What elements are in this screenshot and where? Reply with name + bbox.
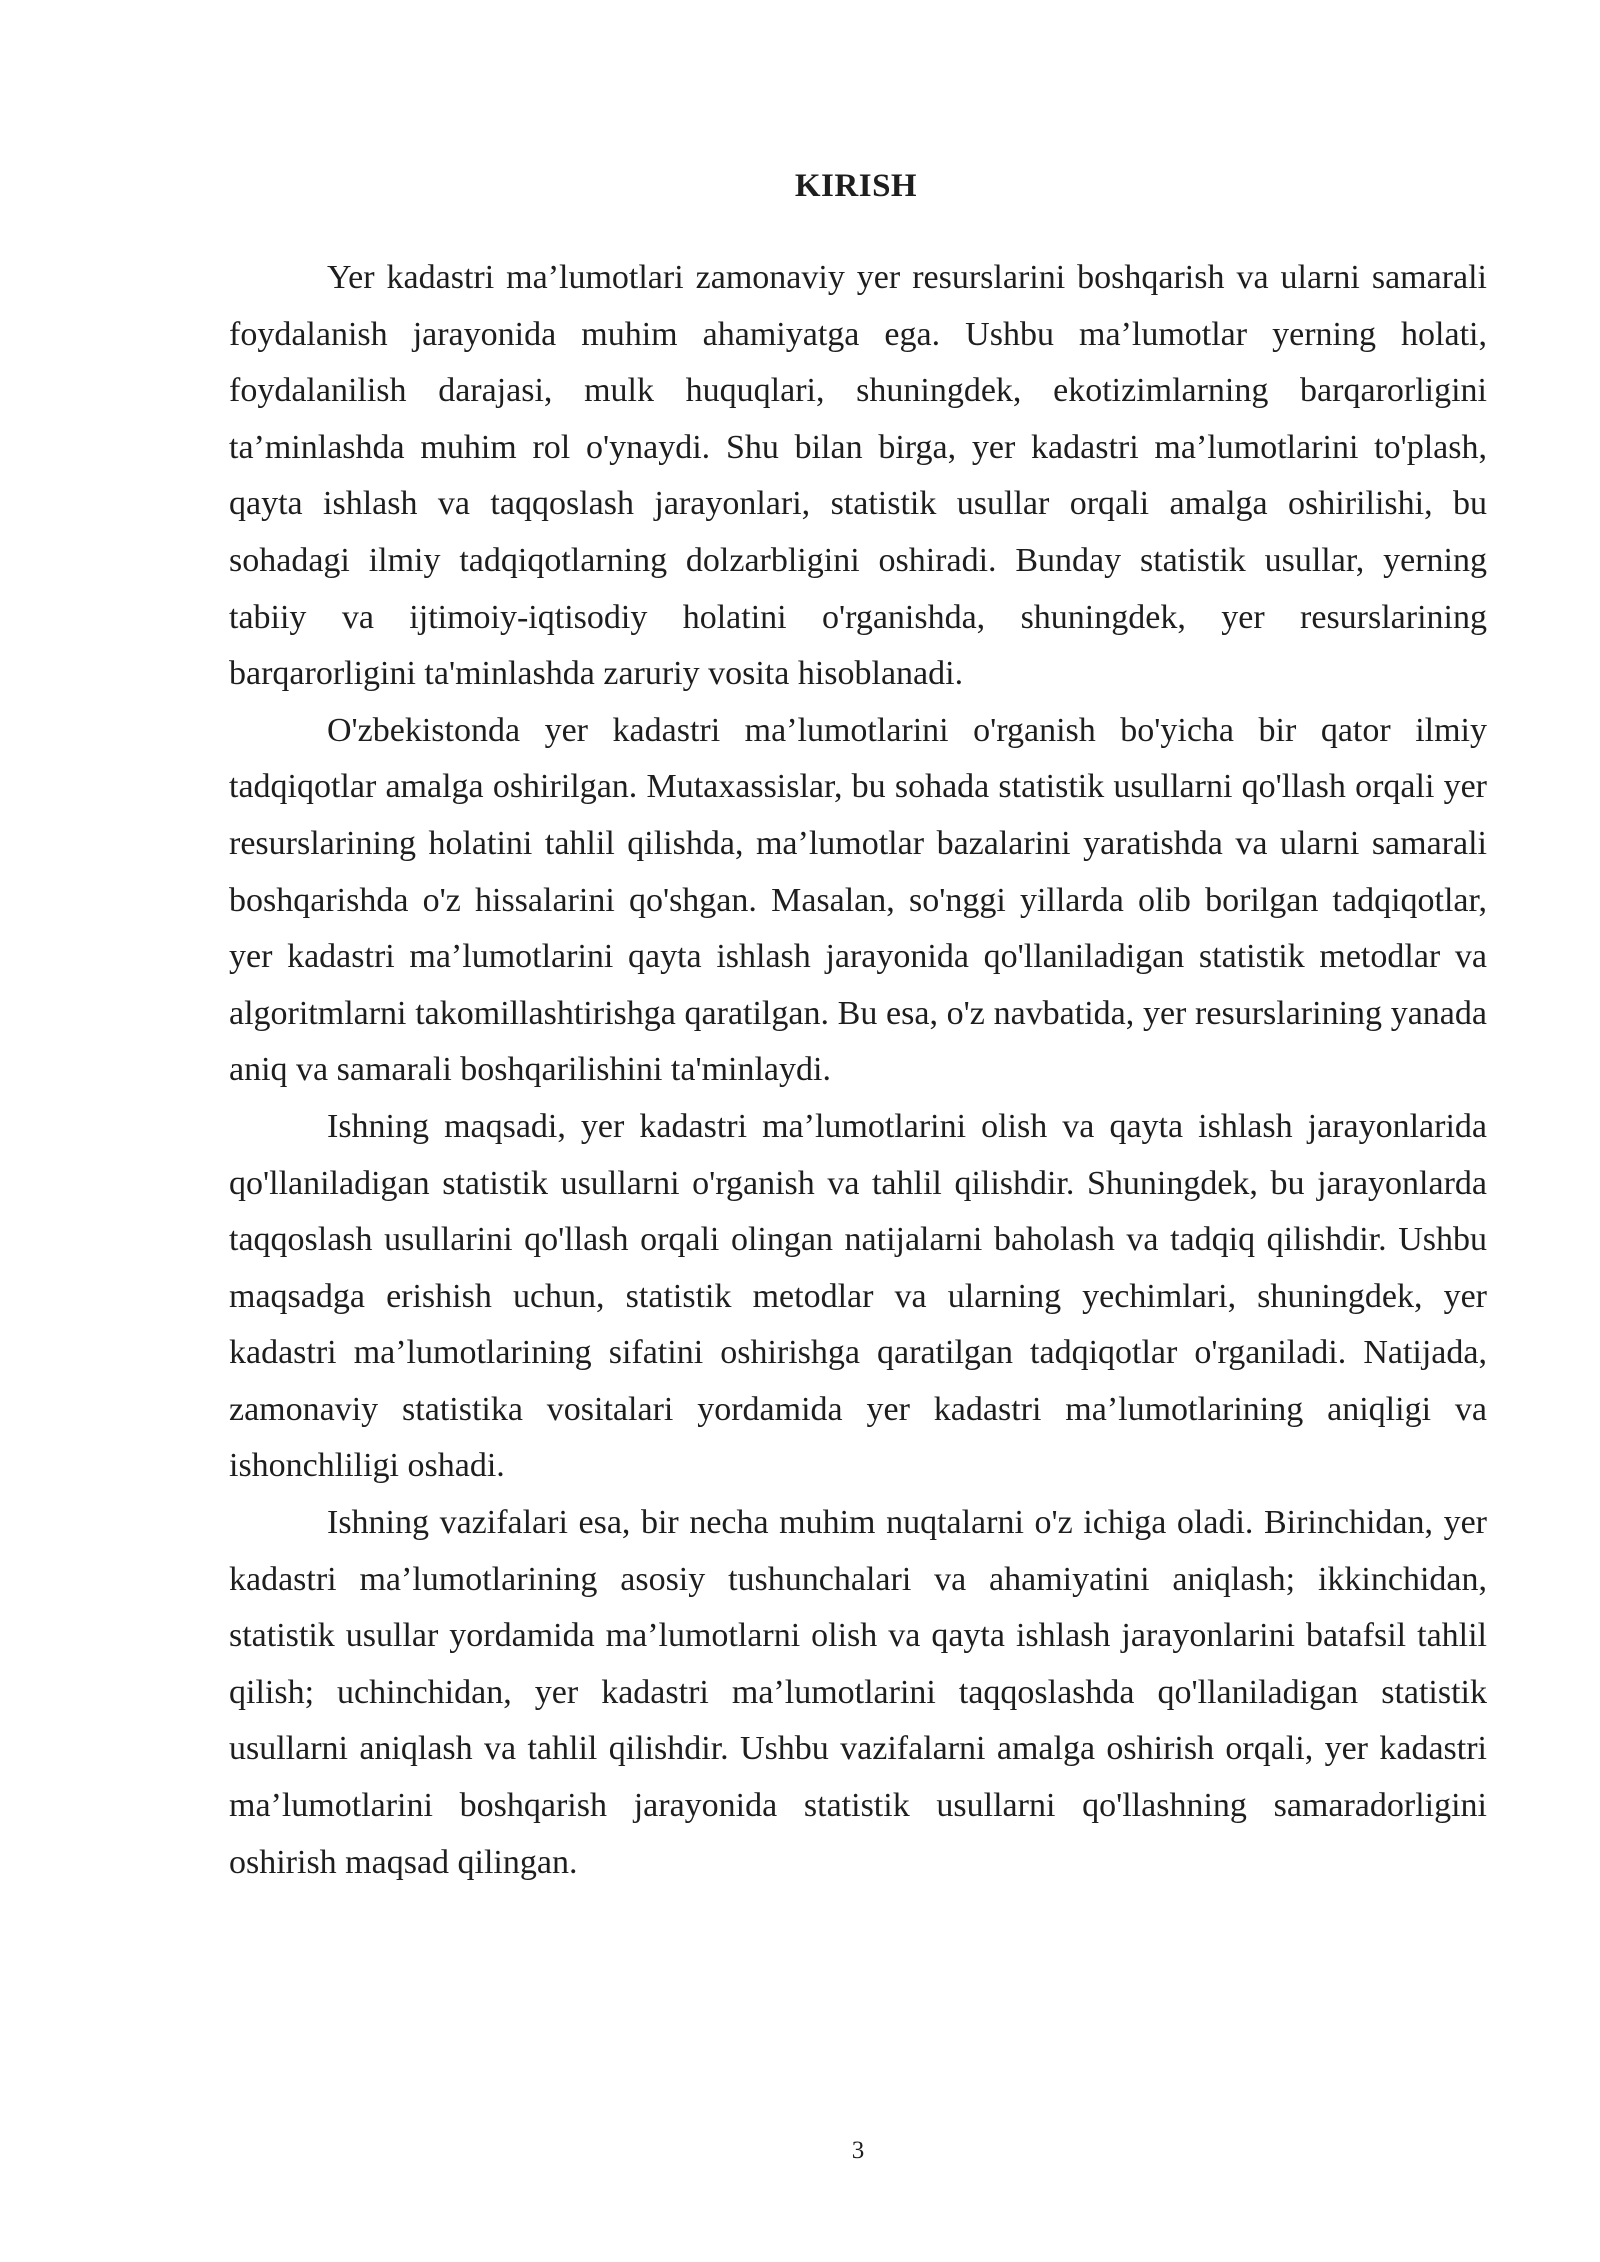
paragraph-prior-research: O'zbekistonda yer kadastri ma’lumotlarini o'rganish bo'yicha bir qator ilmiy tadqiqotlar amalga oshirilgan. Mutaxassislar, bu sohada statistik usullarni qo'llash orqali yer resurslarining holatini tahlil qilishda, ma’lumotlar bazalarini yaratishda va ularni samarali boshqarishda o'z hissalarini qo'shgan. Masalan, so'nggi yillarda olib borilgan tadqiqotlar, yer kadastri ma’lumotlarini qayta ishlash jarayonida qo'llaniladigan statistik metodlar va algoritmlarni takomillashtirishga qaratilgan. Bu esa, o'z navbatida, yer resurslarining yanada aniq va samarali boshqarilishini ta'minlaydi. — [229, 711, 1487, 1089]
paragraph-introduction: Yer kadastri ma’lumotlari zamonaviy yer resurslarini boshqarish va ularni samarali foydalanish jarayonida muhim ahamiyatga ega. Ushbu ma’lumotlar yerning holati, foydalanilish darajasi, mulk huquqlari, shuningdek, ekotizimlarning barqarorligini ta’minlashda muhim rol o'ynaydi. Shu bilan birga, yer kadastri ma’lumotlarini to'plash, qayta ishlash va taqqoslash jarayonlari, statistik usullar orqali amalga oshirilishi, bu sohadagi ilmiy tadqiqotlarning dolzarbligini oshiradi. Bunday statistik usullar, yerning tabiiy va ijtimoiy-iqtisodiy holatini o'rganishda, shuningdek, yer resurslarining barqarorligini ta'minlashda zaruriy vosita hisoblanadi. — [229, 259, 1487, 693]
paragraph-tasks: Ishning vazifalari esa, bir necha muhim nuqtalarni o'z ichiga oladi. Birinchidan, yer kadastri ma’lumotlarining asosiy tushunchalari va ahamiyatini aniqlash; ikkinchidan, statistik usullar yordamida ma’lumotlarni olish va qayta ishlash jarayonlarini batafsil tahlil qilish; uchinchidan, yer kadastri ma’lumotlarini taqqoslashda qo'llaniladigan statistik usullarni aniqlash va tahlil qilishdir. Ushbu vazifalarni amalga oshirish orqali, yer kadastri ma’lumotlarini boshqarish jarayonida statistik usullarni qo'llashning samaradorligini oshirish maqsad qilingan. — [229, 1504, 1487, 1881]
paragraph-goal: Ishning maqsadi, yer kadastri ma’lumotlarini olish va qayta ishlash jarayonlarida qo'llaniladigan statistik usullarni o'rganish va tahlil qilishdir. Shuningdek, bu jarayonlarda taqqoslash usullarini qo'llash orqali olingan natijalarni baholash va tadqiq qilishdir. Ushbu maqsadga erishish uchun, statistik metodlar va ularning yechimlari, shuningdek, yer kadastri ma’lumotlarining sifatini oshirishga qaratilgan tadqiqotlar o'rganiladi. Natijada, zamonaviy statistika vositalari yordamida yer kadastri ma’lumotlarining aniqligi va ishonchliligi oshadi. — [229, 1107, 1487, 1485]
section-title: KIRISH — [794, 168, 918, 204]
body-text — [229, 250, 1487, 1891]
page-number: 3 — [851, 2137, 865, 2164]
